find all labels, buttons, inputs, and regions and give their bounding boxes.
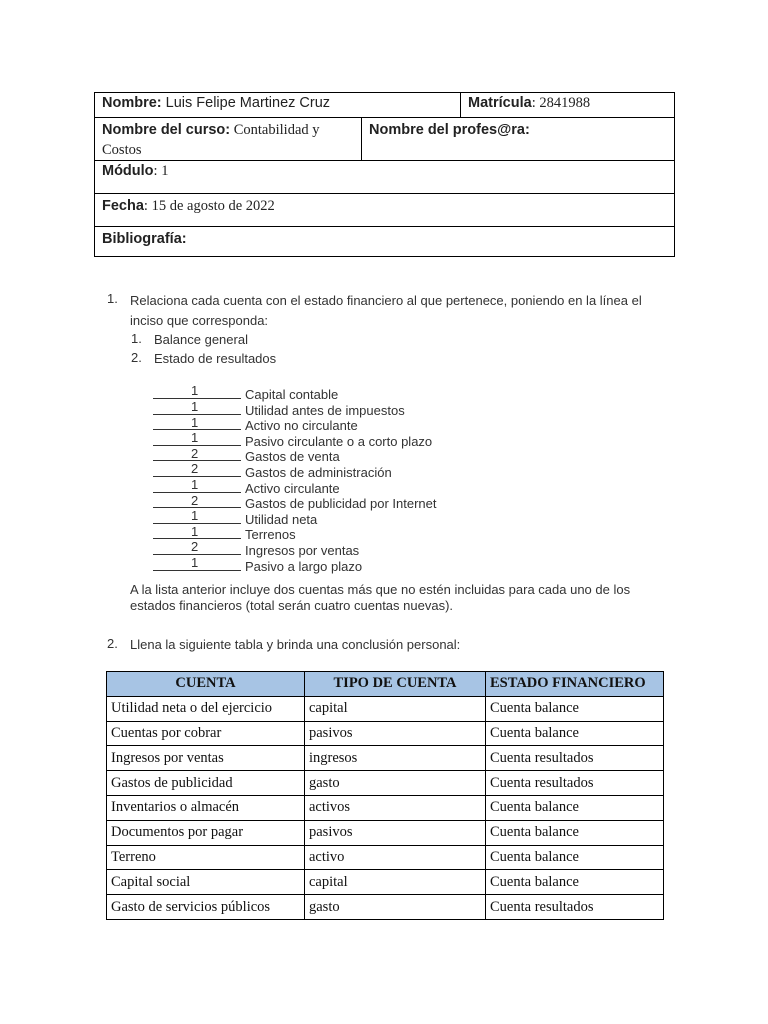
option-2-text: Estado de resultados [154, 351, 277, 366]
module-label: Módulo [102, 163, 154, 179]
cell-cuenta: Utilidad neta o del ejercicio [107, 696, 305, 721]
account-name: Gastos de administración [245, 464, 392, 480]
column-header-estado: ESTADO FINANCIERO [486, 672, 664, 697]
bibliography-cell [95, 227, 675, 257]
cell-tipo[interactable]: activo [305, 845, 486, 870]
cell-estado[interactable]: Cuenta balance [486, 820, 664, 845]
question-1-text: Relaciona cada cuenta con el estado financiero al que pertenece, poniendo en la línea el inciso que corresponda: [130, 293, 642, 328]
table-row [107, 870, 664, 895]
cell-cuenta: Ingresos por ventas [107, 746, 305, 771]
option-1-number: 1. [131, 331, 142, 346]
table-row [107, 820, 664, 845]
cell-tipo[interactable]: gasto [305, 771, 486, 796]
cell-cuenta: Gasto de servicios públicos [107, 895, 305, 920]
answer-value[interactable]: 1 [191, 383, 199, 399]
cell-cuenta: Documentos por pagar [107, 820, 305, 845]
date-value: : 15 de agosto de 2022 [143, 198, 275, 214]
cell-estado[interactable]: Cuenta balance [486, 795, 664, 820]
cell-tipo[interactable]: pasivos [305, 721, 486, 746]
table-row [107, 895, 664, 920]
date-label: Fecha [102, 198, 144, 214]
account-name: Gastos de venta [245, 449, 340, 465]
account-name: Terrenos [245, 527, 296, 543]
cell-cuenta: Terreno [107, 845, 305, 870]
cell-tipo[interactable]: ingresos [305, 746, 486, 771]
matricula-label: Matrícula [468, 95, 532, 111]
table-row [107, 771, 664, 796]
name-cell [95, 93, 461, 118]
date-cell [95, 194, 675, 227]
accounts-table [106, 671, 664, 920]
column-header-tipo: TIPO DE CUENTA [305, 672, 486, 697]
account-name: Pasivo circulante o a corto plazo [245, 433, 433, 449]
account-name: Ingresos por ventas [245, 542, 360, 558]
professor-label: Nombre del profes@ra: [369, 122, 530, 138]
answer-value[interactable]: 1 [191, 476, 199, 492]
module-value: : 1 [153, 163, 169, 179]
answer-value[interactable]: 2 [191, 539, 199, 555]
course-value: Contabilidad y Costos [102, 122, 320, 158]
module-cell [95, 161, 675, 194]
cell-tipo[interactable]: capital [305, 696, 486, 721]
course-cell [95, 118, 362, 161]
answer-value[interactable]: 1 [191, 399, 199, 414]
option-2-number: 2. [131, 350, 142, 365]
matricula-cell [461, 93, 675, 118]
course-label: Nombre del curso: [102, 122, 231, 138]
question-1-note: A la lista anterior incluye dos cuentas más que no estén incluidas para cada uno de los estados financieros (total serán cuatro cuentas nuevas). [130, 582, 631, 613]
cell-tipo[interactable]: capital [305, 870, 486, 895]
answer-value[interactable]: 2 [191, 461, 199, 477]
question-1-number: 1. [107, 291, 118, 306]
cell-estado[interactable]: Cuenta resultados [486, 771, 664, 796]
option-1-text: Balance general [154, 332, 248, 347]
account-name: Activo no circulante [245, 418, 358, 434]
name-label: Nombre: [102, 95, 162, 111]
table-row [107, 696, 664, 721]
cell-estado[interactable]: Cuenta resultados [486, 895, 664, 920]
table-row [107, 721, 664, 746]
cell-cuenta: Capital social [107, 870, 305, 895]
student-info-table [94, 92, 675, 257]
list-item [153, 554, 437, 574]
matching-list [153, 383, 437, 574]
answer-value[interactable]: 1 [191, 508, 199, 524]
professor-cell [362, 118, 675, 161]
table-row [107, 746, 664, 771]
cell-estado[interactable]: Cuenta balance [486, 870, 664, 895]
cell-cuenta: Cuentas por cobrar [107, 721, 305, 746]
column-header-cuenta: CUENTA [107, 672, 305, 697]
matricula-value: : 2841988 [531, 95, 591, 111]
answer-value[interactable]: 1 [191, 523, 199, 539]
account-name: Activo circulante [245, 480, 340, 496]
account-name: Capital contable [245, 387, 339, 402]
answer-value[interactable]: 1 [191, 554, 199, 570]
question-2-text: Llena la siguiente tabla y brinda una conclusión personal: [130, 637, 461, 652]
account-name: Pasivo a largo plazo [245, 558, 363, 574]
cell-estado[interactable]: Cuenta balance [486, 696, 664, 721]
cell-estado[interactable]: Cuenta resultados [486, 746, 664, 771]
account-name: Utilidad neta [245, 511, 318, 527]
bibliography-label: Bibliografía: [102, 231, 187, 247]
cell-tipo[interactable]: pasivos [305, 820, 486, 845]
account-name: Utilidad antes de impuestos [245, 402, 405, 418]
table-row [107, 795, 664, 820]
name-value: Luis Felipe Martinez Cruz [161, 95, 331, 111]
answer-value[interactable]: 1 [191, 430, 199, 446]
cell-estado[interactable]: Cuenta balance [486, 845, 664, 870]
cell-tipo[interactable]: activos [305, 795, 486, 820]
cell-estado[interactable]: Cuenta balance [486, 721, 664, 746]
question-2-number: 2. [107, 636, 118, 651]
answer-value[interactable]: 2 [191, 445, 199, 461]
cell-cuenta: Gastos de publicidad [107, 771, 305, 796]
table-row [107, 845, 664, 870]
answer-value[interactable]: 1 [191, 414, 199, 430]
answer-value[interactable]: 2 [191, 492, 199, 508]
account-name: Gastos de publicidad por Internet [245, 496, 437, 512]
cell-cuenta: Inventarios o almacén [107, 795, 305, 820]
cell-tipo[interactable]: gasto [305, 895, 486, 920]
